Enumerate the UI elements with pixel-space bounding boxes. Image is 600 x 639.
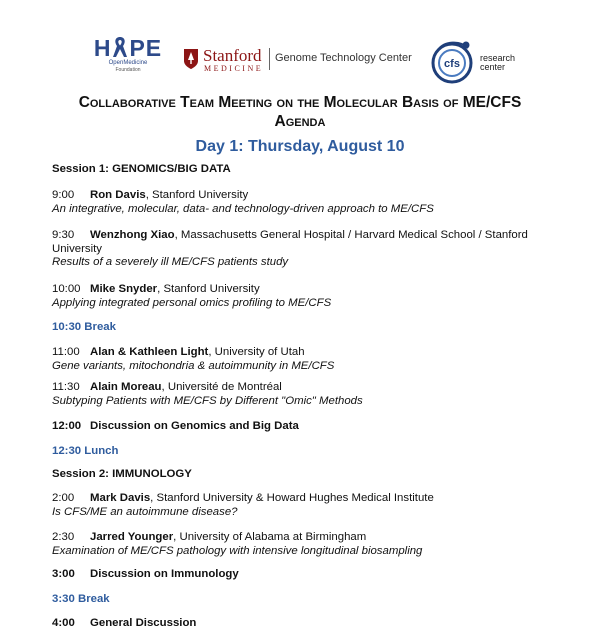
item-label: Discussion on Genomics and Big Data — [90, 420, 299, 432]
item-speaker: Jarred Younger — [90, 531, 174, 543]
cfs-caption-line1: research — [480, 53, 516, 63]
agenda-item-2 — [52, 229, 572, 270]
item-time: 9:30 — [52, 229, 75, 241]
item-description: Examination of ME/CFS pathology with intensive longitudinal biosampling — [52, 544, 423, 557]
item-description: An integrative, molecular, data- and technology-driven approach to ME/CFS — [52, 202, 434, 215]
stanford-name: Stanford — [203, 46, 262, 65]
logo-strip — [0, 34, 600, 90]
item-time: 3:00 — [52, 568, 75, 580]
logo-divider — [269, 48, 270, 70]
cfs-research-center-logo — [428, 36, 538, 88]
item-speaker: Mike Snyder — [90, 283, 158, 295]
cfs-caption — [480, 54, 515, 72]
item-speaker: Ron Davis — [90, 189, 146, 201]
item-time: 10:00 — [52, 283, 81, 295]
item-time: 2:00 — [52, 492, 75, 504]
title-line-1: Collaborative Team Meeting on the Molecular Basis of ME/CFS — [78, 94, 522, 111]
day-heading: Day 1: Thursday, August 10 — [195, 138, 405, 155]
item-time: 12:00 — [52, 420, 82, 432]
lunch-break: 12:30 Lunch — [52, 445, 119, 457]
item-affiliation: , University of Utah — [208, 346, 305, 358]
stanford-medicine: MEDICINE — [204, 64, 264, 73]
item-speaker: Mark Davis — [90, 492, 151, 504]
break-1: 10:30 Break — [52, 321, 116, 333]
item-time: 11:30 — [52, 381, 80, 393]
item-label: General Discussion — [90, 617, 197, 629]
cfs-badge-icon — [428, 36, 480, 88]
agenda-item-7 — [52, 492, 572, 519]
cfs-badge-text: cfs — [444, 58, 460, 70]
item-time: 9:00 — [52, 189, 75, 201]
item-description: Gene variants, mitochondria & autoimmunity in ME/CFS — [52, 359, 335, 372]
item-speaker: Alan & Kathleen Light — [90, 346, 209, 358]
agenda-item-5 — [52, 381, 572, 408]
item-affiliation: , Stanford University — [145, 189, 249, 201]
agenda-item-9 — [52, 568, 572, 582]
agenda-item-8 — [52, 531, 572, 558]
session-1-heading: Session 1: GENOMICS/BIG DATA — [52, 163, 231, 175]
cfs-caption-line2: center — [480, 62, 506, 72]
item-affiliation: , University of Alabama at Birmingham — [173, 531, 367, 543]
hope-wordmark: H PE — [93, 35, 163, 61]
item-affiliation: , Université de Montréal — [161, 381, 282, 393]
item-affiliation: , Stanford University — [157, 283, 260, 295]
item-description: Applying integrated personal omics profiling to ME/CFS — [52, 296, 332, 309]
session-2-heading: Session 2: IMMUNOLOGY — [52, 468, 192, 480]
item-description: Subtyping Patients with ME/CFS by Different "Omic" Methods — [52, 394, 363, 407]
agenda-item-10 — [52, 617, 572, 631]
item-time: 4:00 — [52, 617, 75, 629]
genome-technology-center: Genome Technology Center — [275, 52, 412, 64]
item-speaker: Wenzhong Xiao — [90, 229, 175, 241]
document-title — [0, 93, 600, 131]
title-line-2: Agenda — [274, 113, 326, 130]
item-affiliation: , Massachusetts General Hospital / Harvard Medical School / Stanford University — [52, 229, 528, 255]
hope-subtitle: OpenMedicine — [108, 60, 148, 66]
item-time: 11:00 — [52, 346, 80, 358]
break-2: 3:30 Break — [52, 593, 110, 605]
agenda-item-1 — [52, 189, 572, 216]
ribbon-icon — [111, 36, 129, 56]
item-label: Discussion on Immunology — [90, 568, 239, 580]
item-description: Is CFS/ME an autoimmune disease? — [52, 505, 238, 518]
agenda-item-3 — [52, 283, 572, 310]
hope-logo — [88, 36, 168, 88]
hope-subtitle-2: Foundation — [115, 67, 141, 73]
item-description: Results of a severely ill ME/CFS patients study — [52, 256, 289, 269]
agenda-item-6 — [52, 420, 572, 434]
agenda-item-4 — [52, 346, 572, 373]
item-speaker: Alain Moreau — [90, 381, 162, 393]
item-time: 2:30 — [52, 531, 75, 543]
stanford-shield-icon — [183, 48, 199, 70]
item-affiliation: , Stanford University & Howard Hughes Medical Institute — [150, 492, 434, 504]
